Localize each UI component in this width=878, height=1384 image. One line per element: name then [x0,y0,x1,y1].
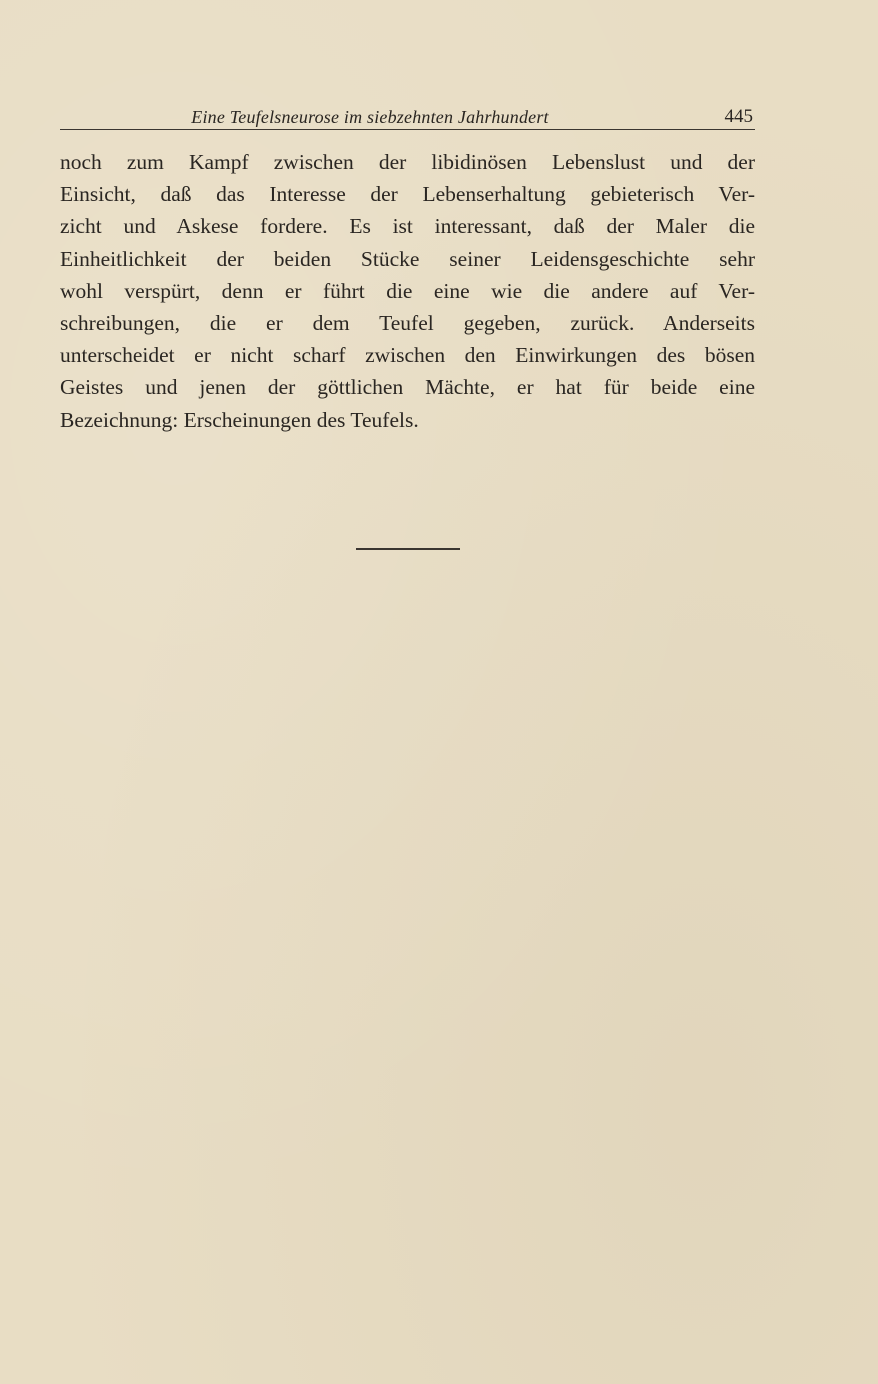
text-line: schreibungen, die er dem Teufel gegeben, zurück. Anderseits [60,311,755,336]
text-line: Bezeichnung: Erscheinungen des Teufels. [60,407,419,432]
running-head [60,106,755,130]
page-number: 445 [724,106,753,127]
running-title: Eine Teufelsneurose im siebzehnten Jahrhundert [191,107,549,127]
text-line: noch zum Kampf zwischen der libidinösen Lebenslust und der [60,150,755,174]
section-end-rule [356,548,460,550]
body-text [60,146,755,436]
text-line: zicht und Askese fordere. Es ist interessant, daß der Maler die [60,214,755,239]
text-line: unterscheidet er nicht scharf zwischen den Einwirkungen des bösen [60,343,755,368]
text-line: Einheitlichkeit der beiden Stücke seiner Leidensgeschichte sehr [60,246,755,271]
header-rule [60,129,755,130]
text-line: wohl verspürt, denn er führt die eine wie die andere auf Ver- [60,278,755,303]
text-line: Geistes und jenen der göttlichen Mächte, er hat für beide eine [60,375,755,400]
text-line: Einsicht, daß das Interesse der Lebenserhaltung gebieterisch Ver- [60,182,755,207]
